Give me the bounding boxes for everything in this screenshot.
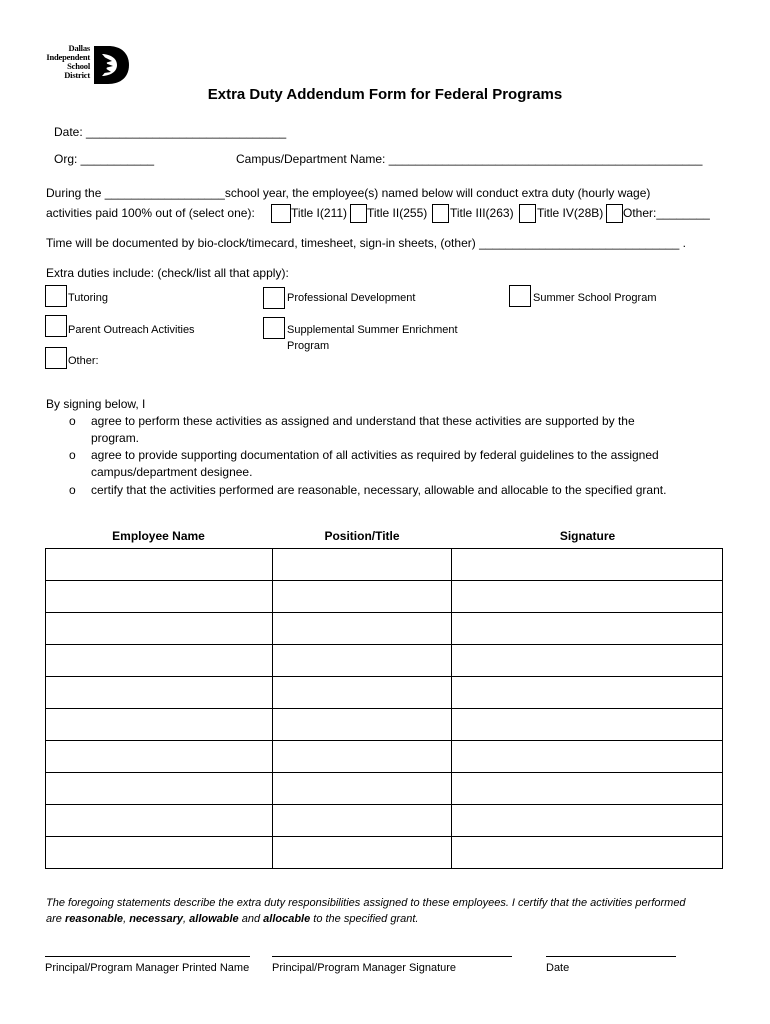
table-row <box>46 709 723 741</box>
agreement-1-line2: program. <box>91 431 140 445</box>
table-row <box>46 741 723 773</box>
signature-cell[interactable] <box>452 645 723 677</box>
certification-statement-line2 <box>46 913 418 925</box>
supplemental-summer-label: Supplemental Summer Enrichment <box>287 324 458 336</box>
title-ii-checkbox[interactable] <box>350 204 367 223</box>
employee-name-cell[interactable] <box>46 805 273 837</box>
statement-text: and <box>238 913 264 925</box>
employee-name-cell[interactable] <box>46 709 273 741</box>
other-funding-checkbox[interactable] <box>606 204 623 223</box>
logo-line: School <box>67 61 90 71</box>
signature-cell[interactable] <box>452 549 723 581</box>
bullet-marker: o <box>69 483 76 497</box>
supplemental-summer-checkbox[interactable] <box>263 317 285 339</box>
position-title-cell[interactable] <box>272 805 452 837</box>
professional-development-label: Professional Development <box>287 292 416 304</box>
professional-development-checkbox[interactable] <box>263 287 285 309</box>
table-row <box>46 613 723 645</box>
title-iv-checkbox[interactable] <box>519 204 536 223</box>
title-iii-label: Title III(263) <box>450 206 514 220</box>
funding-prompt: activities paid 100% out of (select one): <box>46 206 255 220</box>
position-title-cell[interactable] <box>272 549 452 581</box>
employee-name-cell[interactable] <box>46 741 273 773</box>
position-title-cell[interactable] <box>272 677 452 709</box>
extra-duties-label: Extra duties include: (check/list all that apply): <box>46 266 289 280</box>
signature-cell[interactable] <box>452 741 723 773</box>
signature-cell[interactable] <box>452 613 723 645</box>
parent-outreach-label: Parent Outreach Activities <box>68 324 195 336</box>
title-iii-checkbox[interactable] <box>432 204 449 223</box>
employee-name-cell[interactable] <box>46 677 273 709</box>
position-title-cell[interactable] <box>272 709 452 741</box>
statement-text: to the specified grant. <box>310 913 419 925</box>
table-row <box>46 805 723 837</box>
logo-line: District <box>64 70 90 80</box>
date-label: Date <box>546 962 570 974</box>
agreement-3: certify that the activities performed are reasonable, necessary, allowable and allocable to the specified grant. <box>91 483 667 497</box>
position-title-cell[interactable] <box>272 581 452 613</box>
title-i-label: Title I(211) <box>291 206 348 220</box>
manager-signature-line[interactable] <box>272 956 512 957</box>
agreement-1-line1: agree to perform these activities as assigned and understand that these activities are supported by the <box>91 414 635 428</box>
form-title: Extra Duty Addendum Form for Federal Programs <box>207 86 563 103</box>
table-row <box>46 677 723 709</box>
title-i-checkbox[interactable] <box>271 204 291 223</box>
tutoring-label: Tutoring <box>68 292 108 304</box>
statement-text: , <box>123 913 130 925</box>
employee-name-cell[interactable] <box>46 581 273 613</box>
table-row <box>46 773 723 805</box>
signature-cell[interactable] <box>452 709 723 741</box>
position-title-cell[interactable] <box>272 837 452 869</box>
school-year-statement: During the __________________school year, the employee(s) named below will conduct extra duty (hourly wage) <box>46 186 651 200</box>
reasonable-term: reasonable <box>64 913 124 925</box>
district-logo-text <box>38 44 90 80</box>
necessary-term: necessary <box>129 913 184 925</box>
signature-cell[interactable] <box>452 581 723 613</box>
table-row <box>46 581 723 613</box>
title-ii-label: Title II(255) <box>367 206 428 220</box>
position-title-header: Position/Title <box>324 529 400 543</box>
agreement-2-line2: campus/department designee. <box>91 465 253 479</box>
table-row <box>46 645 723 677</box>
logo-line: Independent <box>46 52 90 62</box>
signing-intro: By signing below, I <box>46 397 146 411</box>
date-line[interactable] <box>546 956 676 957</box>
allocable-term: allocable <box>263 913 311 925</box>
org-field[interactable]: Org: ___________ <box>54 152 155 166</box>
parent-outreach-checkbox[interactable] <box>45 315 67 337</box>
other-duty-label: Other: <box>68 355 99 367</box>
manager-signature-label: Principal/Program Manager Signature <box>272 962 457 974</box>
logo-line: Dallas <box>68 43 90 53</box>
agreement-2-line1: agree to provide supporting documentation of all activities as required by federal guidelines to the assigned <box>91 448 659 462</box>
certification-statement-line1: The foregoing statements describe the extra duty responsibilities assigned to these employees. I certify that the activities performed <box>46 897 686 909</box>
supplemental-summer-label-line2: Program <box>287 340 330 352</box>
signature-header: Signature <box>559 529 616 543</box>
campus-department-field[interactable]: Campus/Department Name: _______________________________________________ <box>236 152 703 166</box>
employee-name-cell[interactable] <box>46 549 273 581</box>
title-iv-label: Title IV(28B) <box>537 206 604 220</box>
statement-text: are <box>46 913 65 925</box>
employee-name-cell[interactable] <box>46 645 273 677</box>
signature-cell[interactable] <box>452 773 723 805</box>
bullet-marker: o <box>69 414 76 428</box>
table-row <box>46 549 723 581</box>
date-field[interactable]: Date: ______________________________ <box>54 125 287 139</box>
bullet-marker: o <box>69 448 76 462</box>
position-title-cell[interactable] <box>272 741 452 773</box>
signature-cell[interactable] <box>452 837 723 869</box>
tutoring-checkbox[interactable] <box>45 285 67 307</box>
employee-name-cell[interactable] <box>46 613 273 645</box>
position-title-cell[interactable] <box>272 773 452 805</box>
employee-name-cell[interactable] <box>46 837 273 869</box>
position-title-cell[interactable] <box>272 645 452 677</box>
printed-name-label: Principal/Program Manager Printed Name <box>45 962 250 974</box>
summer-school-checkbox[interactable] <box>509 285 531 307</box>
time-documentation-statement: Time will be documented by bio-clock/timecard, timesheet, sign-in sheets, (other) ______________________________ . <box>46 236 686 250</box>
summer-school-label: Summer School Program <box>533 292 657 304</box>
district-logo-icon <box>92 45 130 85</box>
employee-table <box>45 548 723 869</box>
statement-text: , <box>183 913 190 925</box>
other-funding-label: Other:________ <box>623 206 710 220</box>
position-title-cell[interactable] <box>272 613 452 645</box>
table-row <box>46 837 723 869</box>
signature-cell[interactable] <box>452 805 723 837</box>
allowable-term: allowable <box>189 913 239 925</box>
printed-name-line[interactable] <box>45 956 250 957</box>
employee-name-cell[interactable] <box>46 773 273 805</box>
other-duty-checkbox[interactable] <box>45 347 67 369</box>
signature-cell[interactable] <box>452 677 723 709</box>
employee-name-header: Employee Name <box>112 529 205 543</box>
